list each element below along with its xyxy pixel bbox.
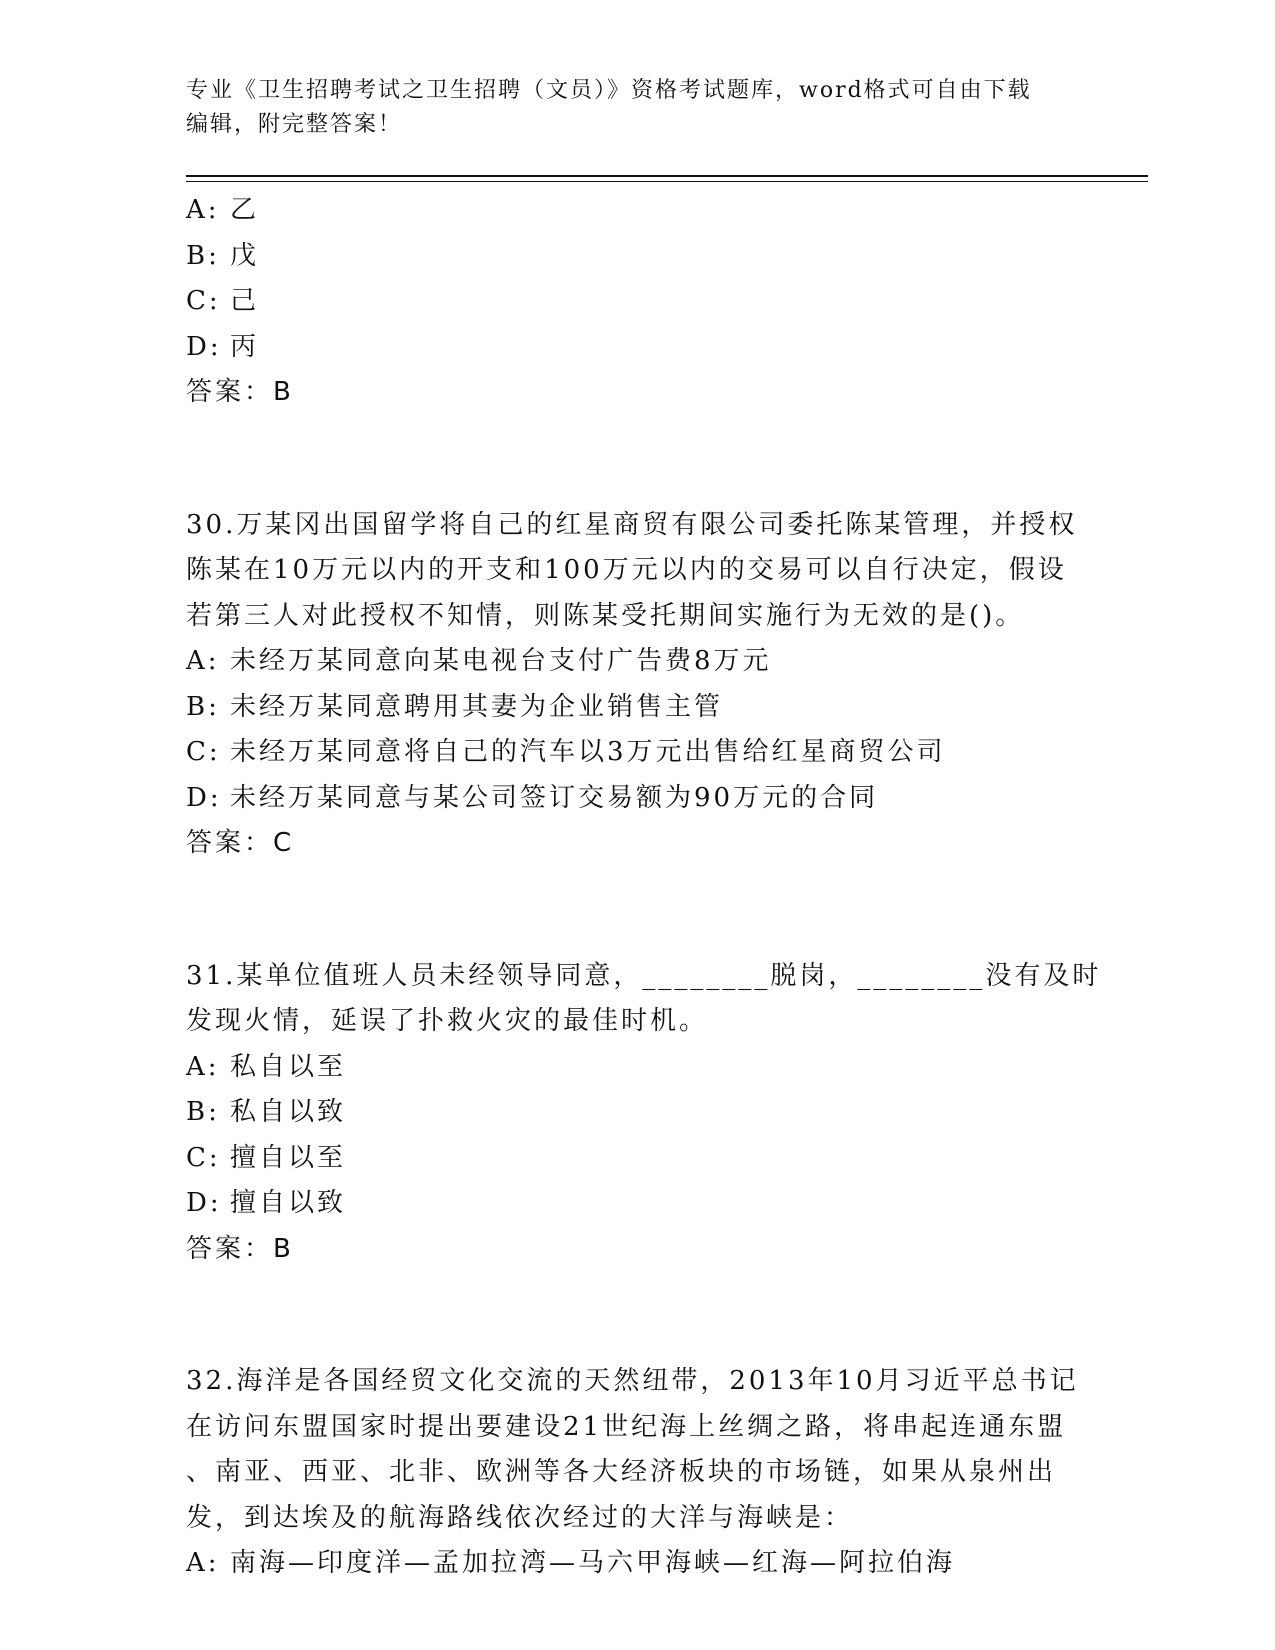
option-key: B: xyxy=(186,1097,220,1127)
question-spacer xyxy=(186,867,1086,954)
question-text-line: 若第三人对此授权不知情，则陈某受托期间实施行为无效的是()。 xyxy=(186,600,1025,631)
question-31 xyxy=(186,954,1102,1273)
option-key: A: xyxy=(186,1548,220,1578)
option-c xyxy=(186,1136,1086,1182)
option-d xyxy=(186,1181,1086,1227)
header-divider-thick xyxy=(186,175,1148,177)
option-text: 擅自以致 xyxy=(230,1188,347,1218)
option-a xyxy=(186,1045,1086,1091)
option-a xyxy=(186,639,1086,685)
option-text: 乙 xyxy=(230,195,260,225)
header-line-2: 编辑，附完整答案！ xyxy=(186,112,403,137)
answer-line: 答案：B xyxy=(186,1233,294,1264)
answer-line: 答案：B xyxy=(186,377,294,407)
option-key: D: xyxy=(186,331,222,362)
option-d xyxy=(186,776,1086,822)
question-text-line: 在访问东盟国家时提出要建设21世纪海上丝绸之路，将串起连通东盟 xyxy=(186,1411,1067,1442)
option-key: A: xyxy=(186,195,220,225)
question-text-line: 32.海洋是各国经贸文化交流的天然纽带，2013年10月习近平总书记 xyxy=(186,1366,1079,1396)
option-key: D: xyxy=(186,782,222,813)
option-text: 未经万某同意将自己的汽车以3万元出售给红星商贸公司 xyxy=(230,737,946,767)
option-text: 擅自以至 xyxy=(230,1142,347,1173)
question-spacer xyxy=(186,1272,1086,1359)
question-text-line: 发现火情，延误了扑救火灾的最佳时机。 xyxy=(186,1006,709,1036)
option-d xyxy=(186,325,1086,371)
page-header xyxy=(186,74,1066,142)
option-b xyxy=(186,234,1086,280)
option-text: 私自以致 xyxy=(230,1097,347,1127)
option-b xyxy=(186,685,1086,731)
option-key: D: xyxy=(186,1188,222,1218)
header-line-1: 专业《卫生招聘考试之卫生招聘（文员）》资格考试题库，word格式可自由下载 xyxy=(186,78,1032,103)
option-text: 未经万某同意向某电视台支付广告费8万元 xyxy=(230,646,772,676)
option-key: C: xyxy=(186,286,221,316)
question-spacer xyxy=(186,416,1086,503)
header-divider-thin xyxy=(186,181,1148,182)
question-text-line: 发，到达埃及的航海路线依次经过的大洋与海峡是： xyxy=(186,1502,854,1533)
option-key: C: xyxy=(186,1142,221,1173)
option-key: C: xyxy=(186,737,221,767)
question-32 xyxy=(186,1359,1086,1587)
question-text-line: 、南亚、西亚、北非、欧洲等各大经济板块的市场链，如果从泉州出 xyxy=(186,1457,1057,1487)
option-text: 己 xyxy=(230,286,260,316)
question-29 xyxy=(186,188,1086,416)
question-text-line: 30.万某冈出国留学将自己的红星商贸有限公司委托陈某管理，并授权 xyxy=(186,509,1078,540)
option-text: 未经万某同意聘用其妻为企业销售主管 xyxy=(230,691,724,722)
option-text: 未经万某同意与某公司签订交易额为90万元的合同 xyxy=(230,782,879,813)
option-key: A: xyxy=(186,646,220,676)
question-30 xyxy=(186,503,1086,867)
option-key: B: xyxy=(186,240,220,271)
question-text-line: 陈某在10万元以内的开支和100万元以内的交易可以自行决定，假设 xyxy=(186,555,1067,585)
option-c xyxy=(186,730,1086,776)
option-a xyxy=(186,1541,1086,1587)
answer-line: 答案：C xyxy=(186,828,295,858)
option-text: 戊 xyxy=(230,240,260,271)
question-text-line: 31.某单位值班人员未经领导同意，________脱岗，________没有及时 xyxy=(186,960,1102,991)
option-c xyxy=(186,279,1086,325)
option-key: A: xyxy=(186,1051,220,1082)
option-a xyxy=(186,188,1086,234)
option-text: 私自以至 xyxy=(230,1051,347,1082)
option-key: B: xyxy=(186,691,220,722)
question-list xyxy=(186,188,1102,1587)
option-text: 丙 xyxy=(230,331,260,362)
option-text: 南海—印度洋—孟加拉湾—马六甲海峡—红海—阿拉伯海 xyxy=(230,1548,956,1578)
option-b xyxy=(186,1090,1086,1136)
